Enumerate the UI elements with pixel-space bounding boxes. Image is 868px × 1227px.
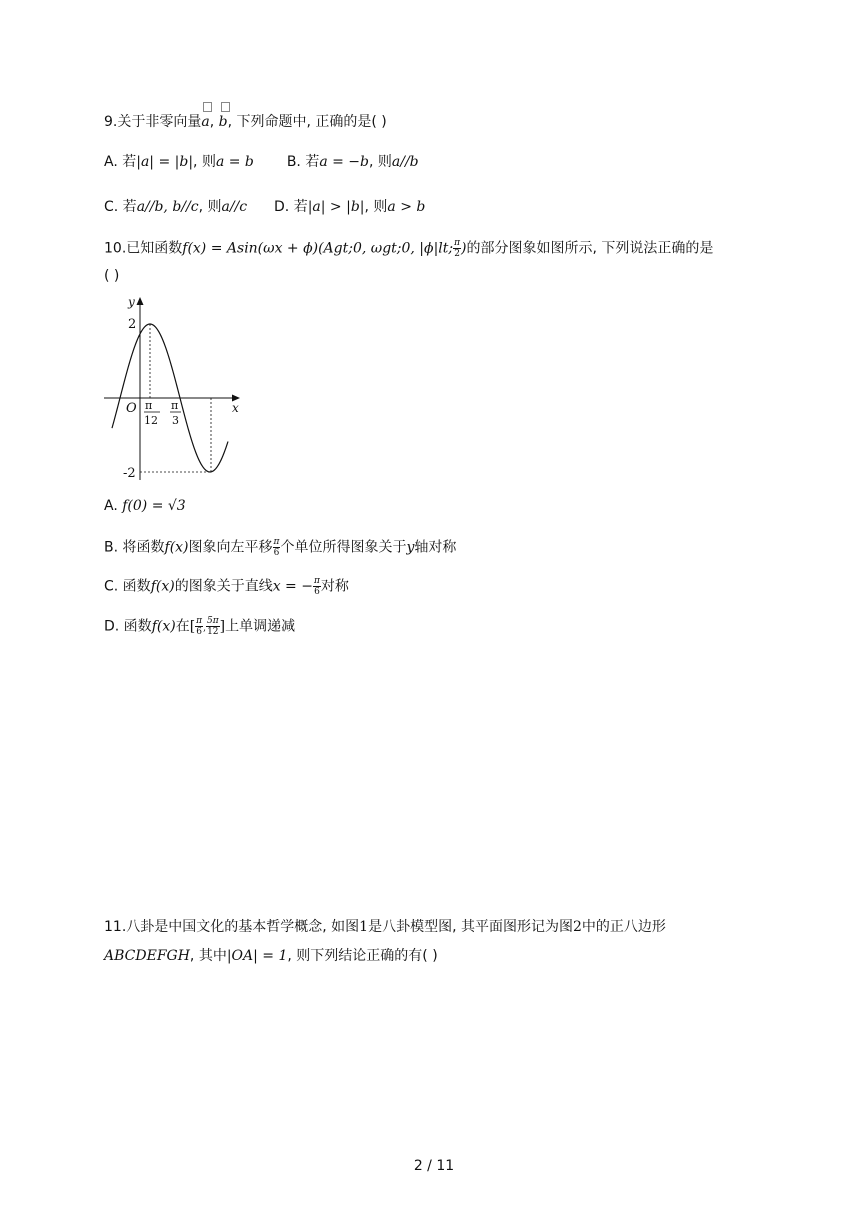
q10-option-d-end: 上单调递减 xyxy=(225,618,296,635)
q11-stem-b: 是八卦模型图, 其平面图形记为图 xyxy=(368,919,573,935)
q11-stem-line1 xyxy=(104,917,666,937)
q9-option-d-result: a > b xyxy=(387,199,426,215)
y-axis-arrow-icon xyxy=(137,297,144,305)
q10-option-d xyxy=(104,616,295,639)
placeholder-glyph-icon xyxy=(221,102,230,112)
q9-stem-suffix: , 下列命题中, 正确的是( ) xyxy=(227,114,387,130)
tick-pi-12-num: π xyxy=(145,399,153,412)
q11-stem-line2 xyxy=(104,946,438,966)
q11-fig1: 1 xyxy=(359,919,369,935)
q10-option-b-frac-den: 6 xyxy=(273,548,280,558)
q10-option-c-mid: 的图象关于直线 xyxy=(174,578,273,595)
y-max-label: 2 xyxy=(128,317,137,332)
y-axis-label: y xyxy=(128,295,135,309)
q10-option-d-b-den: 12 xyxy=(207,627,219,637)
q10-option-b-tail: 个单位所得图象关于 xyxy=(280,539,407,556)
q10-option-b-mid: 图象向左平移 xyxy=(188,539,273,556)
q10-option-d-func: f(x) xyxy=(151,618,176,635)
q10-stem xyxy=(104,238,713,259)
q10-stem-line2: ( ) xyxy=(104,268,120,284)
q10-option-c-frac-num: π xyxy=(313,576,320,586)
q10-option-b-frac-num: π xyxy=(273,537,280,547)
q11-octagon-name: ABCDEFGH xyxy=(104,948,190,964)
q9-option-c-condition: a//b, b//c xyxy=(136,199,199,215)
tick-pi-3-den: 3 xyxy=(172,414,179,427)
q9-option-a-condition: |a| = |b| xyxy=(136,154,194,170)
q9-option-b-then: , 则 xyxy=(369,154,392,170)
q10-stem-prefix: 10.已知函数 xyxy=(104,240,183,257)
x-axis-label: x xyxy=(232,401,239,415)
q9-stem-prefix: 9.关于非零向量 xyxy=(104,114,202,130)
q10-option-c xyxy=(104,576,349,597)
q10-option-d-b-num: 5π xyxy=(206,616,219,626)
q10-stem-suffix: 的部分图象如图所示, 下列说法正确的是 xyxy=(466,240,714,257)
origin-label: O xyxy=(126,401,137,416)
q10-sine-graph xyxy=(104,294,244,482)
y-min-label: -2 xyxy=(123,466,136,481)
page-number: 2 / 11 xyxy=(413,1158,455,1174)
q10-option-d-a-num: π xyxy=(196,616,203,626)
q9-option-a-then: , 则 xyxy=(193,154,216,170)
placeholder-glyph-icon xyxy=(203,102,212,112)
q10-option-d-lbracket: [ xyxy=(189,618,196,635)
q10-option-d-frac-b xyxy=(206,616,220,637)
q10-option-d-frac-a xyxy=(195,616,203,637)
q10-option-b-func: f(x) xyxy=(164,539,189,556)
q10-option-d-rbracket: ] xyxy=(219,618,226,635)
q9-option-a-result: a = b xyxy=(215,154,254,170)
vector-a xyxy=(201,112,209,132)
q9-option-c-label: C. 若 xyxy=(104,199,137,215)
q10-option-c-end: 对称 xyxy=(320,578,349,595)
q11-line2-a: , 其中 xyxy=(189,948,227,964)
vec-b-text: b xyxy=(218,114,228,130)
q10-close: ) xyxy=(461,240,467,257)
q10-option-a-label: A. xyxy=(104,498,118,514)
q10-option-b-label: B. 将函数 xyxy=(104,539,165,556)
q11-stem-a: 11.八卦是中国文化的基本哲学概念, 如图 xyxy=(104,919,360,935)
q9-options-cd xyxy=(104,197,425,217)
q10-option-c-label: C. 函数 xyxy=(104,578,151,595)
q10-option-d-a-den: 6 xyxy=(196,627,202,637)
q11-oa-eq: |OA| = 1 xyxy=(226,948,288,964)
q9-option-b-result: a//b xyxy=(391,154,419,170)
q10-option-a-math: f(0) = √3 xyxy=(122,498,186,514)
q10-option-a xyxy=(104,496,186,516)
q10-pi: π xyxy=(454,238,461,248)
q9-option-a-label: A. 若 xyxy=(104,154,137,170)
q10-two: 2 xyxy=(454,249,460,259)
vector-b xyxy=(219,112,228,132)
q10-option-c-func: f(x) xyxy=(150,578,175,595)
q10-option-d-mid: 在 xyxy=(175,618,190,635)
q11-fig2: 2 xyxy=(573,919,582,935)
vec-a-text: a xyxy=(201,114,210,130)
q10-pi-over-2 xyxy=(453,238,461,259)
q9-option-d-label: D. 若 xyxy=(274,199,308,215)
q9-option-b-label: B. 若 xyxy=(286,154,320,170)
q10-option-d-comma: , xyxy=(203,623,206,634)
q10-option-c-eq: x = − xyxy=(272,578,313,595)
q9-option-c-then: , 则 xyxy=(198,199,222,215)
q10-option-d-label: D. 函数 xyxy=(104,618,152,635)
q10-option-c-frac-den: 6 xyxy=(314,587,320,597)
q9-option-b-condition: a = −b xyxy=(319,154,369,170)
q11-line2-b: , 则下列结论正确的有( ) xyxy=(287,948,438,964)
q11-stem-c: 中的正八边形 xyxy=(581,919,666,935)
q10-option-b xyxy=(104,537,456,558)
q10-option-b-y: y xyxy=(406,539,415,556)
tick-pi-3-num: π xyxy=(171,399,179,412)
q9-option-d-then: , 则 xyxy=(364,199,388,215)
q10-function: f(x) = Asin(ωx + ϕ)(Agt;0, ωgt;0, |ϕ|lt; xyxy=(182,240,454,257)
q9-option-d-condition: |a| > |b| xyxy=(307,199,365,215)
q10-option-b-end: 轴对称 xyxy=(414,539,457,556)
q10-option-c-frac xyxy=(313,576,321,597)
q9-options-ab xyxy=(104,152,419,172)
q9-option-c-result: a//c xyxy=(221,199,248,215)
q9-stem: 9.关于非零向量 a, b, 下列命题中, 正确的是( ) xyxy=(104,112,387,132)
tick-pi-12-den: 12 xyxy=(144,414,158,427)
